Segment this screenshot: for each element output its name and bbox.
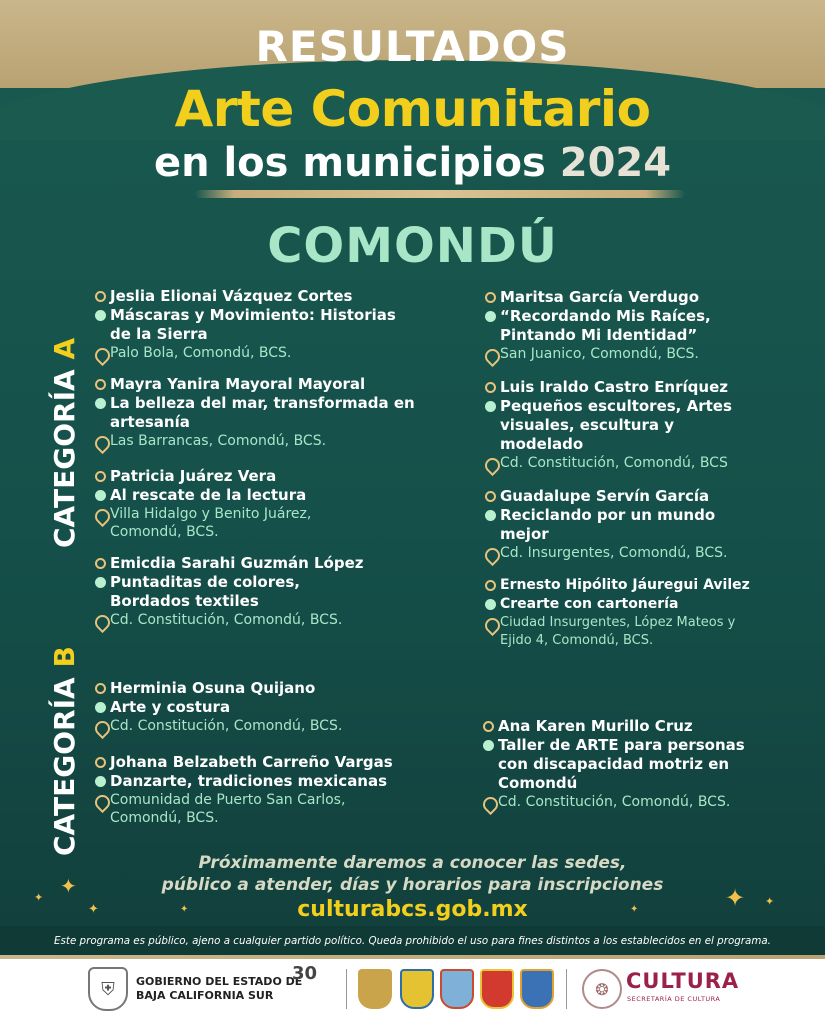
location-pin-icon: [95, 721, 106, 734]
sparkle-icon: ✦: [88, 902, 99, 917]
person-icon: [95, 471, 106, 482]
title-resultados: RESULTADOS: [255, 22, 570, 71]
project-icon: [485, 599, 496, 610]
entry-name: Herminia Osuna Quijano: [110, 679, 316, 697]
entry-a-right-2: [480, 378, 780, 472]
entry-project: Crearte con cartonería: [500, 596, 679, 612]
entry-name: Guadalupe Servín García: [500, 487, 710, 505]
footer-separator: [346, 969, 347, 1009]
entry-location: Cd. Constitución, Comondú, BCS.: [110, 718, 343, 734]
entry-a-left-3: [90, 467, 420, 541]
location-pin-icon: [485, 458, 496, 471]
entry-name: Ernesto Hipólito Jáuregui Avilez: [500, 577, 750, 593]
entry-project: Máscaras y Movimiento: Historias de la Sierra: [110, 306, 396, 343]
cultura-logo-text: CULTURA: [626, 969, 740, 993]
entry-b-right-1: [478, 717, 778, 811]
disclaimer-text: Este programa es público, ajeno a cualquier partido político. Queda prohibido el uso para fines distintos a los establecidos en el programa.: [54, 934, 771, 947]
title-year: 2024: [559, 140, 672, 186]
entry-location: Cd. Constitución, Comondú, BCS.: [110, 612, 343, 628]
location-pin-icon: [95, 436, 106, 449]
entry-b-left-2: [90, 753, 420, 827]
title-municipios-text: en los municipios: [153, 140, 546, 186]
gov-name-line-1: GOBIERNO DEL ESTADO DE: [136, 975, 303, 988]
project-icon: [485, 401, 496, 412]
entry-a-left-2: [90, 375, 420, 450]
project-icon: [95, 310, 106, 321]
sparkle-icon: ✦: [60, 874, 77, 898]
sparkle-icon: ✦: [34, 891, 44, 904]
website-url: culturabcs.gob.mx: [297, 897, 528, 922]
entry-project: Taller de ARTE para personas con discapacidad motriz en Comondú: [498, 736, 745, 792]
entry-project: “Recordando Mis Raíces, Pintando Mi Identidad”: [500, 307, 711, 344]
category-b-word: CATEGORÍA: [48, 677, 81, 856]
entry-project: Danzarte, tradiciones mexicanas: [110, 772, 388, 790]
promo-line-2: público a atender, días y horarios para inscripciones: [161, 875, 664, 895]
entry-location: Las Barrancas, Comondú, BCS.: [110, 433, 327, 449]
promo-line-1: Próximamente daremos a conocer las sedes,: [198, 853, 627, 873]
entry-a-right-4: [480, 576, 780, 650]
location-pin-icon: [483, 797, 494, 810]
person-icon: [95, 683, 106, 694]
municipal-shield-icon: [520, 969, 554, 1009]
entry-location: Cd. Constitución, Comondú, BCS: [500, 455, 728, 471]
entry-project: La belleza del mar, transformada en artesanía: [110, 394, 415, 431]
entry-a-right-3: [480, 487, 780, 562]
entry-project: Reciclando por un mundo mejor: [500, 506, 716, 543]
location-pin-icon: [485, 618, 496, 631]
promo-text: [0, 852, 825, 896]
person-icon: [485, 580, 496, 591]
entry-name: Mayra Yanira Mayoral Mayoral: [110, 375, 366, 393]
sparkle-icon: ✦: [765, 895, 775, 908]
municipio-title: COMONDÚ: [267, 218, 558, 274]
project-icon: [95, 490, 106, 501]
entry-a-right-1: [480, 288, 780, 363]
entry-b-left-1: [90, 679, 420, 735]
entry-a-left-4: [90, 554, 420, 629]
sparkle-icon: ✦: [630, 904, 639, 915]
entry-name: Patricia Juárez Vera: [110, 467, 277, 485]
gov-name: [136, 975, 302, 1003]
person-icon: [485, 491, 496, 502]
municipal-shield-icon: [440, 969, 474, 1009]
entry-name: Ana Karen Murillo Cruz: [498, 717, 693, 735]
entry-project: Pequeños escultores, Artes visuales, escultura y modelado: [500, 397, 732, 453]
category-a-letter: A: [48, 337, 81, 360]
footer-separator: [566, 969, 567, 1009]
project-icon: [95, 776, 106, 787]
person-icon: [483, 721, 494, 732]
sparkle-icon: ✦: [725, 884, 746, 912]
entry-location: Ciudad Insurgentes, López Mateos y Ejido 4, Comondú, BCS.: [500, 615, 736, 648]
entry-name: Luis Iraldo Castro Enríquez: [500, 378, 728, 396]
title-municipios: [0, 140, 825, 186]
location-pin-icon: [95, 348, 106, 361]
entry-name: Maritsa García Verdugo: [500, 288, 700, 306]
eagle-emblem-icon: ❂: [582, 969, 622, 1009]
location-pin-icon: [95, 795, 106, 808]
entry-name: Jeslia Elionai Vázquez Cortes: [110, 287, 353, 305]
entry-location: Cd. Constitución, Comondú, BCS.: [498, 794, 731, 810]
entry-a-left-1: [90, 287, 420, 362]
location-pin-icon: [485, 349, 496, 362]
entry-name: Johana Belzabeth Carreño Vargas: [110, 753, 393, 771]
project-icon: [95, 398, 106, 409]
category-b-label: [48, 646, 81, 856]
sparkle-icon: ✦: [180, 904, 189, 915]
category-a-word: CATEGORÍA: [48, 369, 81, 548]
person-icon: [485, 292, 496, 303]
person-icon: [95, 558, 106, 569]
project-icon: [95, 702, 106, 713]
entry-project: Puntaditas de colores, Bordados textiles: [110, 573, 300, 610]
municipal-shield-icon: [400, 969, 434, 1009]
gov-name-line-2: BAJA CALIFORNIA SUR: [136, 989, 274, 1002]
entry-location: Palo Bola, Comondú, BCS.: [110, 345, 292, 361]
anniversary-number: 30: [292, 963, 318, 984]
gov-shield-icon: ⛨: [88, 967, 128, 1011]
person-icon: [95, 757, 106, 768]
cultura-subtitle: SECRETARÍA DE CULTURA: [627, 995, 721, 1003]
person-icon: [95, 379, 106, 390]
entry-name: Emicdia Sarahi Guzmán López: [110, 554, 364, 572]
project-icon: [483, 740, 494, 751]
project-icon: [485, 311, 496, 322]
anniversary-logo: [292, 965, 332, 1011]
entry-location: Cd. Insurgentes, Comondú, BCS.: [500, 545, 728, 561]
person-icon: [95, 291, 106, 302]
footer: [0, 955, 825, 1023]
entry-location: San Juanico, Comondú, BCS.: [500, 346, 699, 362]
entry-location: Comunidad de Puerto San Carlos, Comondú, BCS.: [110, 792, 346, 826]
person-icon: [485, 382, 496, 393]
project-icon: [95, 577, 106, 588]
entry-project: Arte y costura: [110, 698, 231, 716]
entry-location: Villa Hidalgo y Benito Juárez, Comondú, BCS.: [110, 506, 312, 540]
title-arte-comunitario: Arte Comunitario: [174, 80, 651, 138]
municipal-shield-icon: [358, 969, 392, 1009]
brush-divider: [195, 190, 685, 198]
municipal-shield-icon: [480, 969, 514, 1009]
location-pin-icon: [95, 615, 106, 628]
location-pin-icon: [95, 509, 106, 522]
category-b-letter: B: [48, 646, 81, 668]
location-pin-icon: [485, 548, 496, 561]
project-icon: [485, 510, 496, 521]
footer-divider: [0, 955, 825, 959]
category-a-label: [48, 338, 81, 548]
disclaimer-bar: [0, 926, 825, 955]
entry-project: Al rescate de la lectura: [110, 486, 307, 504]
